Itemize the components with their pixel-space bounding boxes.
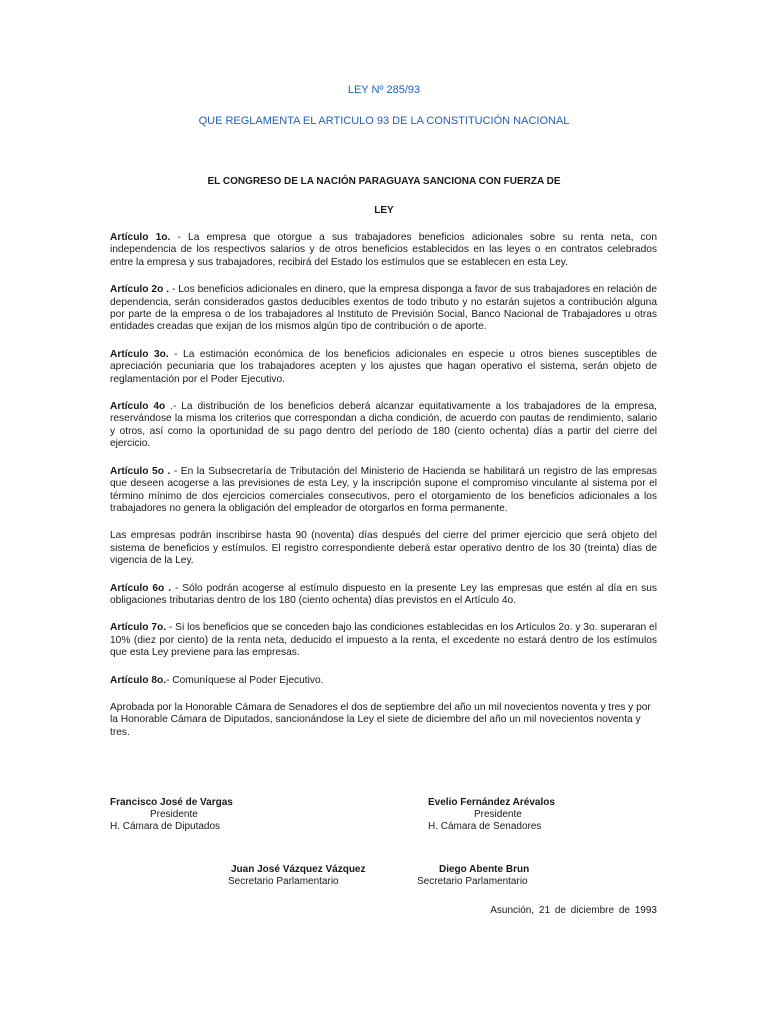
article-text: - Los beneficios adicionales en dinero, que la empresa disponga a favor de sus trabajadores en relación de dependencia, serán considerados gastos deducibles exentos de todo tributo y no estarán sujetos a contribución alguna por parte de la empresa o de los trabajadores al Instituto de Previsión Social, Banco Nacional de Trabajadores u otras entidades creadas que exijan de los mismos algún tipo de contribución o de aporte.: [110, 284, 657, 333]
signatory-right-chamber: H. Cámara de Senadores: [428, 821, 542, 832]
signatory-left-chamber: H. Cámara de Diputados: [110, 821, 221, 832]
secretary-1-role: Secretario Parlamentario: [228, 876, 339, 887]
signatory-right-role: Presidente: [474, 809, 522, 820]
article-text: - Comuníquese al Poder Ejecutivo.: [166, 674, 324, 686]
article-text: - La estimación económica de los beneficios adicionales en especie u otros bienes susceptibles de apreciación pecuniaria que los trabajadores acepten y los ajustes que hagan operativo el sistema, serán objeto de reglamentación por el Poder Ejecutivo.: [110, 348, 658, 385]
article-7: [110, 622, 657, 659]
approval-text: Aprobada por la Honorable Cámara de Senadores el dos de septiembre del año un mil novecientos noventa y tres y por la Honorable Cámara de Diputados, sancionándose la Ley el siete de diciembre del año un mil novecientos noventa y tres.: [110, 701, 651, 738]
article-text: - En la Subsecretaría de Tributación del Ministerio de Hacienda se habilitará un registro de las empresas que deseen acogerse a las previsiones de esta Ley, y la inscripción supone el compromiso vinculante al sistema por el término mínimo de dos ejercicios comerciales consecutivos, pero el otorgamiento de los beneficios adicionales a los trabajadores no genera la obligación del empleador de otorgarlos en forma permanente.: [110, 465, 657, 514]
article-label: Artículo 3o.: [110, 348, 169, 360]
article-label: Artículo 7o.: [110, 622, 167, 634]
article-8: [110, 675, 657, 687]
article-5: [110, 466, 657, 516]
ley-heading: LEY: [374, 205, 394, 216]
article-label: Artículo 5o .: [110, 465, 171, 477]
article-label: Artículo 6o .: [110, 582, 172, 594]
article-2: [110, 284, 657, 334]
signatory-right-name: Evelio Fernández Arévalos: [428, 797, 555, 808]
article-label: Artículo 1o.: [110, 232, 171, 243]
article-label: Artículo 4o: [110, 401, 166, 413]
signatory-left-name: Francisco José de Vargas: [110, 797, 233, 808]
law-subtitle: QUE REGLAMENTA EL ARTICULO 93 DE LA CONSTITUCIÓN NACIONAL: [198, 115, 570, 127]
article-label: Artículo 2o .: [110, 284, 170, 296]
date-line: Asunción, 21 de diciembre de 1993: [490, 905, 657, 916]
secretary-2-role: Secretario Parlamentario: [417, 876, 528, 887]
article-label: Artículo 8o.: [110, 674, 167, 686]
article-text: - La empresa que otorgue a sus trabajadores beneficios adicionales sobre su renta neta, con independencia de los respectivos salarios y de otros beneficios establecidos en las leyes o en contratos celebrados entre la empresa y sus trabajadores, recibirá del Estado los estímulos que se establecen en esta Ley.: [110, 232, 657, 268]
article-text: - Sólo podrán acogerse al estímulo dispuesto en la presente Ley las empresas que estén al día en sus obligaciones tributarias dentro de los 180 (ciento ochenta) días previstos en el Artículo 4o.: [110, 582, 657, 606]
approval-paragraph: [110, 702, 657, 739]
article-text: - Si los beneficios que se conceden bajo las condiciones establecidas en los Artículos 2o. y 3o. superaran el 10% (diez por ciento) de la renta neta, deducido el impuesto a la renta, el excedente no estará dentro de los estímulos que esta Ley previene para las empresas.: [110, 622, 657, 659]
law-body: [110, 232, 657, 754]
signatory-left-role: Presidente: [150, 809, 198, 820]
article-6: [110, 583, 657, 608]
secretary-2-name: Diego Abente Brun: [439, 864, 530, 875]
article-text: .- La distribución de los beneficios deberá alcanzar equitativamente a los trabajadores de la empresa, reservándose la misma los criterios que correspondan a dicha condición, de acuerdo con pautas de rendimiento, salario y otros, así como la oportunidad de su pago dentro del período de 180 (ciento ochenta) días a partir del cierre del ejercicio.: [110, 401, 657, 450]
article-5-continued: [110, 530, 657, 567]
article-4: [110, 401, 657, 451]
article-text: Las empresas podrán inscribirse hasta 90 (noventa) días después del cierre del primer ejercicio que será objeto del sistema de beneficios y estímulos. El registro correspondiente deberá estar operativo dentro de los 30 (treinta) días de vigencia de la Ley.: [110, 530, 657, 567]
secretary-1-name: Juan José Vázquez Vázquez: [231, 864, 366, 875]
article-3: [110, 349, 657, 386]
article-1: [110, 232, 657, 269]
enacting-clause: EL CONGRESO DE LA NACIÓN PARAGUAYA SANCIONA CON FUERZA DE: [207, 176, 561, 187]
law-number: LEY Nº 285/93: [347, 84, 421, 96]
